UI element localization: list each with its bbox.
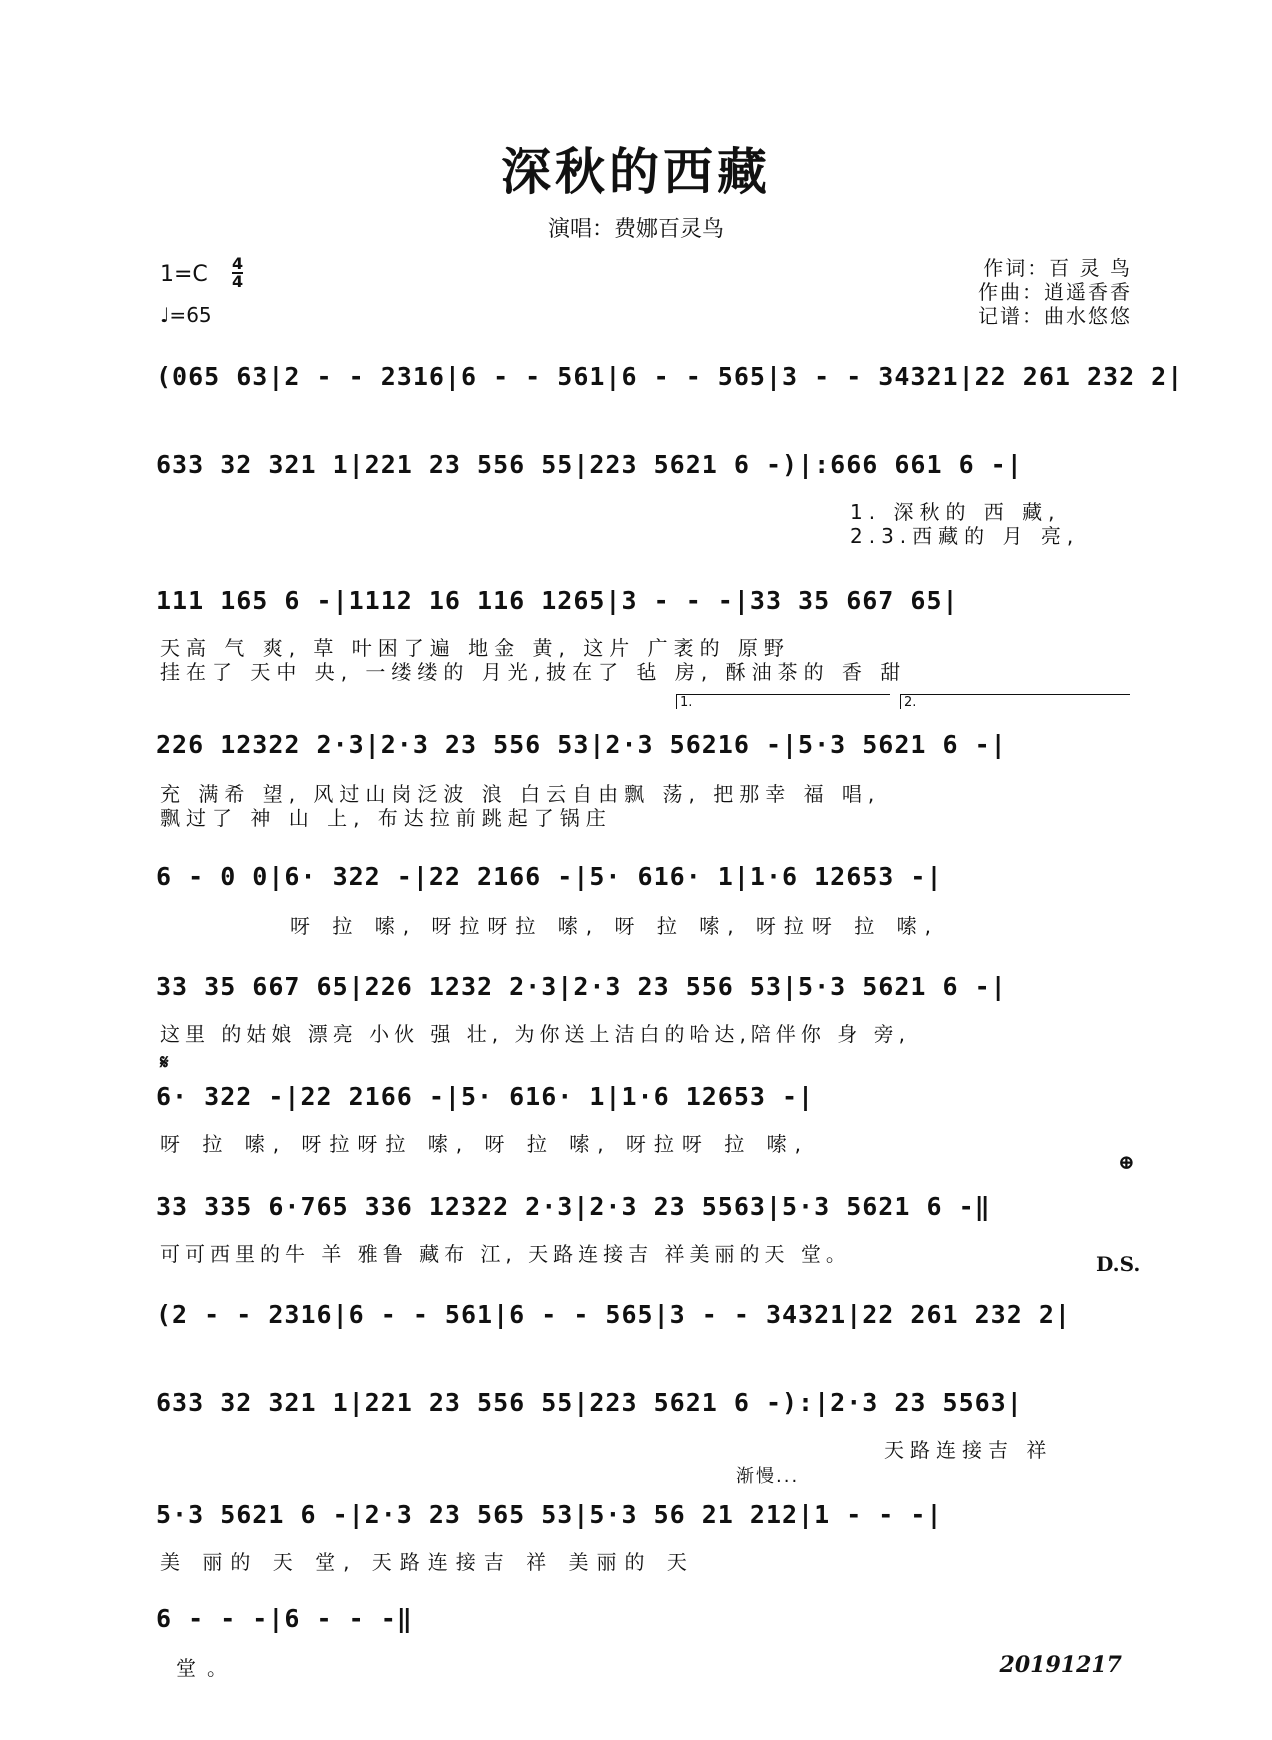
- score-line-11: 5·3 5621 6 -|2·3 23 565 53|5·3 56 21 212|1 - - -|: [156, 1500, 943, 1529]
- lyric-line-4-verse-1: 充 满希 望, 风过山岗泛波 浪 白云自由飘 荡, 把那幸 福 唱,: [160, 782, 881, 806]
- score-line-5: 6 - 0 0|6· 322 -|22 2166 -|5· 616· 1|1·6 12653 -|: [156, 862, 943, 891]
- singer-credit: 演唱：费娜百灵鸟: [547, 217, 724, 242]
- date-stamp: 20191217: [999, 1652, 1122, 1678]
- score-line-7: 6· 322 -|22 2166 -|5· 616· 1|1·6 12653 -|: [156, 1082, 815, 1111]
- score-line-1: (065 63|2 - - 2316|6 - - 561|6 - - 565|3 - - 34321|22 261 232 2|: [156, 362, 1184, 391]
- lyric-line-12: 堂。: [176, 1656, 238, 1680]
- volta-first-ending: 1.: [676, 694, 890, 709]
- lyric-line-4-verse-2: 飘过了 神 山 上, 布达拉前跳起了锅庄: [160, 806, 612, 830]
- time-signature-bottom: 4: [232, 272, 244, 291]
- lyric-line-3-verse-2: 挂在了 天中 央, 一缕缕的 月光,披在了 毡 房, 酥油茶的 香 甜: [160, 660, 907, 684]
- score-line-6: 33 35 667 65|226 1232 2·3|2·3 23 556 53|5·3 5621 6 -|: [156, 972, 1007, 1001]
- lyric-line-3-verse-1: 天高 气 爽, 草 叶困了遍 地金 黄, 这片 广袤的 原野: [160, 636, 790, 660]
- lyric-line-5: 呀 拉 嗦, 呀拉呀拉 嗦, 呀 拉 嗦, 呀拉呀 拉 嗦,: [290, 914, 940, 938]
- lyric-line-2-verse-1: 1. 深秋的 西 藏,: [850, 500, 1061, 524]
- lyric-line-7: 呀 拉 嗦, 呀拉呀拉 嗦, 呀 拉 嗦, 呀拉呀 拉 嗦,: [160, 1132, 810, 1156]
- song-title: 深秋的西藏: [501, 142, 771, 201]
- score-line-2: 633 32 321 1|221 23 556 55|223 5621 6 -)|:666 661 6 -|: [156, 450, 1023, 479]
- tempo-marking: ♩=65: [160, 303, 212, 327]
- lyric-line-6: 这里 的姑娘 漂亮 小伙 强 壮, 为你送上洁白的哈达,陪伴你 身 旁,: [160, 1022, 910, 1046]
- volta-second-ending: 2.: [900, 694, 1130, 709]
- lyric-line-8: 可可西里的牛 羊 雅鲁 藏布 江, 天路连接吉 祥美丽的天 堂。: [160, 1242, 851, 1266]
- score-line-8: 33 335 6·765 336 12322 2·3|2·3 23 5563|5·3 5621 6 -‖: [156, 1192, 991, 1221]
- score-line-3: 111 165 6 -|1112 16 116 1265|3 - - -|33 35 667 65|: [156, 586, 959, 615]
- lyricist-credit: 作词：百 灵 鸟: [983, 256, 1132, 280]
- tempo-slowing-mark: 渐慢...: [736, 1466, 800, 1487]
- dal-segno-mark: D.S.: [1096, 1252, 1141, 1276]
- lyric-line-11: 美 丽的 天 堂, 天路连接吉 祥 美丽的 天: [160, 1550, 695, 1574]
- lyric-line-2-verse-2: 2.3.西藏的 月 亮,: [850, 524, 1080, 548]
- time-signature: [232, 256, 243, 290]
- composer-credit: 作曲：逍遥香香: [978, 280, 1132, 304]
- coda-mark: ⊕: [1118, 1150, 1135, 1174]
- score-line-10: 633 32 321 1|221 23 556 55|223 5621 6 -):|2·3 23 5563|: [156, 1388, 1023, 1417]
- score-line-9: (2 - - 2316|6 - - 561|6 - - 565|3 - - 34321|22 261 232 2|: [156, 1300, 1071, 1329]
- score-line-12: 6 - - -|6 - - -‖: [156, 1604, 413, 1633]
- key-signature: 1=C: [160, 262, 208, 287]
- lyric-line-10: 天路连接吉 祥: [884, 1438, 1053, 1462]
- time-signature-top: 4: [232, 254, 244, 273]
- score-line-4: 226 12322 2·3|2·3 23 556 53|2·3 56216 -|5·3 5621 6 -|: [156, 730, 1007, 759]
- segno-mark: 𝄋: [160, 1050, 169, 1074]
- notation-credit: 记谱：曲水悠悠: [978, 304, 1132, 328]
